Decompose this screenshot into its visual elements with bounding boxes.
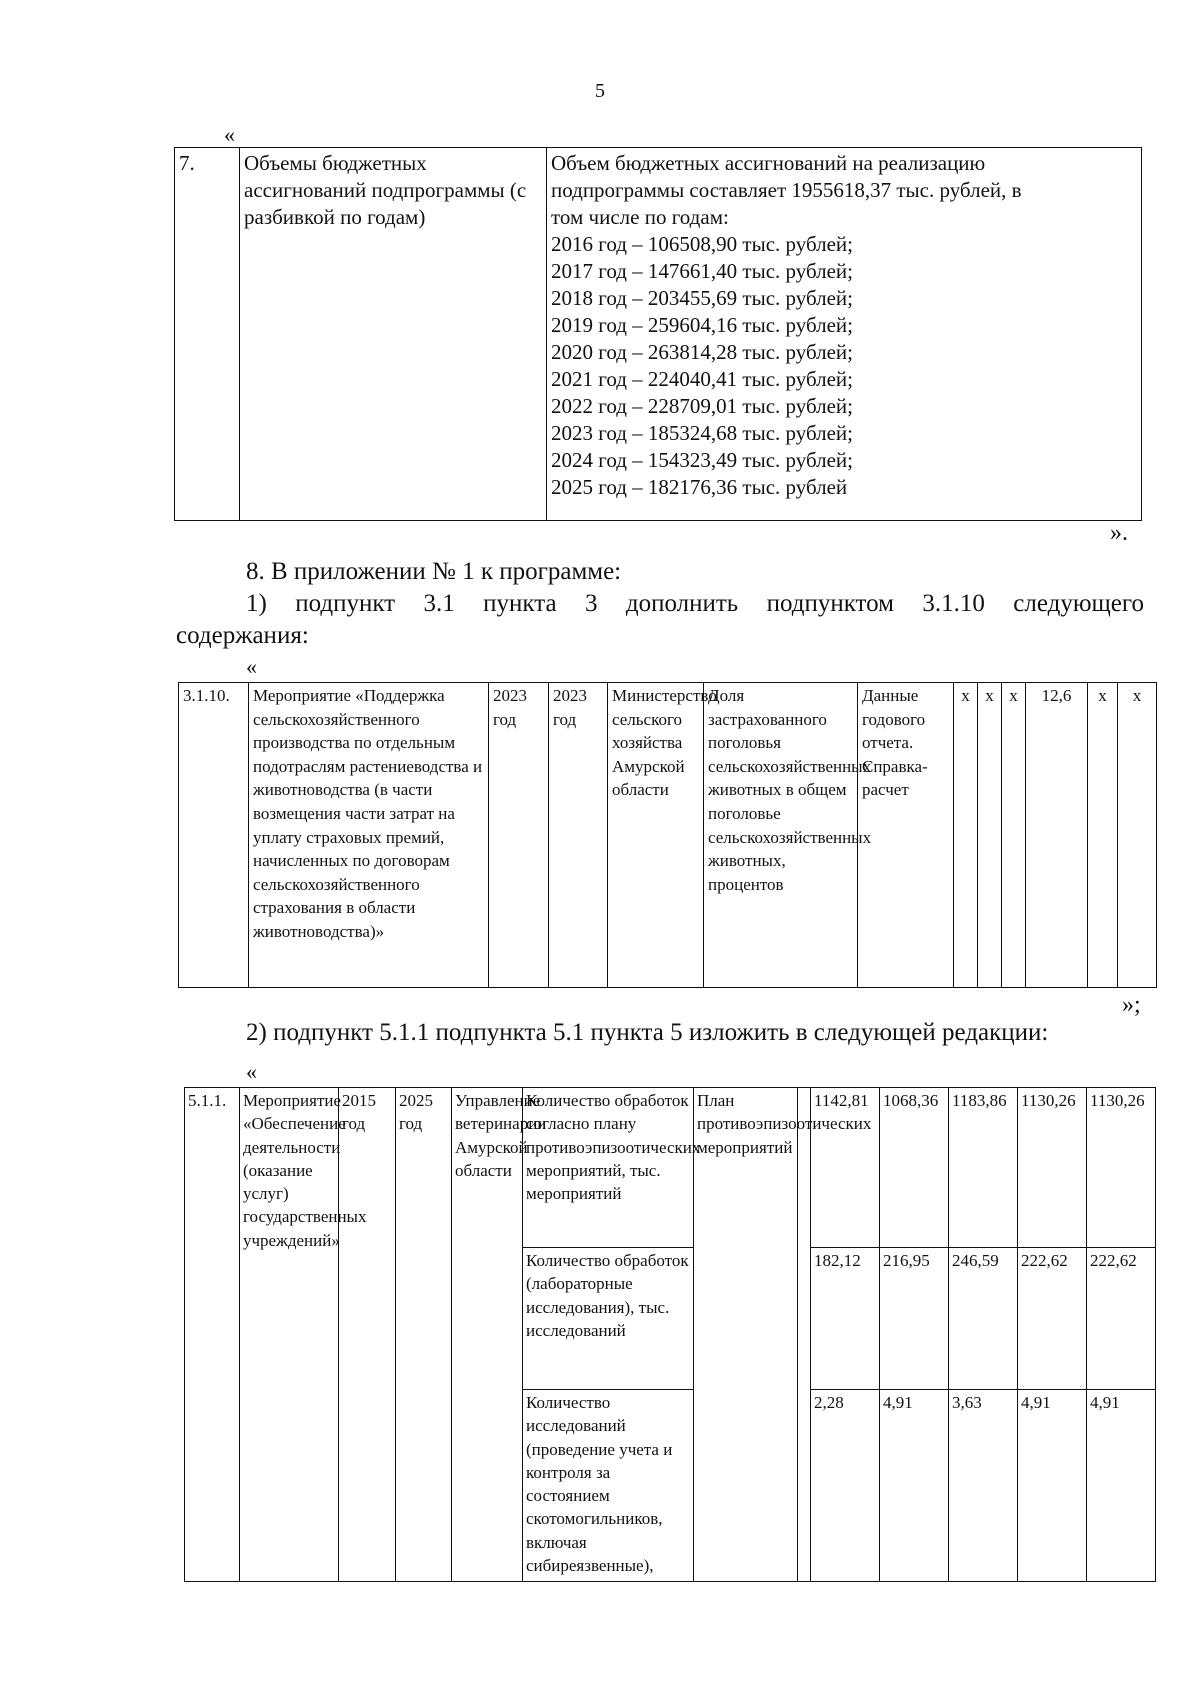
row-number: 7.: [175, 148, 240, 521]
close-quote: »;: [1122, 992, 1141, 1018]
value-cell: x: [1002, 683, 1026, 988]
value-cell: x: [1118, 683, 1157, 988]
end-year: 2025 год: [396, 1088, 452, 1582]
budget-line: 2025 год – 182176,36 тыс. рублей: [551, 475, 848, 499]
value-cell: 222,62: [1018, 1248, 1087, 1390]
spacer-cell: [798, 1248, 811, 1390]
value-cell: 12,6: [1026, 683, 1088, 988]
budget-line: 2024 год – 154323,49 тыс. рублей;: [551, 448, 854, 472]
budget-line: 2016 год – 106508,90 тыс. рублей;: [551, 232, 854, 256]
executor: Управление ветеринарии Амурской области: [452, 1088, 523, 1582]
row-number: 3.1.10.: [179, 683, 249, 988]
page-number: 5: [595, 80, 605, 102]
spacer-cell: [798, 1390, 811, 1582]
value-cell: 222,62: [1087, 1248, 1156, 1390]
value-cell: 1142,81: [811, 1088, 880, 1248]
paragraph-8-1-cont: содержания:: [176, 622, 309, 649]
budget-table: [174, 147, 1142, 521]
budget-line: 2017 год – 147661,40 тыс. рублей;: [551, 259, 854, 283]
data-source: План противоэпизоотических мероприятий: [694, 1088, 798, 1582]
measure-name: Мероприятие «Обеспечение деятельности (оказание услуг) государственных учреждений»: [240, 1088, 339, 1582]
start-year: 2023 год: [489, 683, 549, 988]
measure-3-1-10-table: [178, 682, 1157, 988]
budget-line: 2018 год – 203455,69 тыс. рублей;: [551, 286, 854, 310]
budget-details: [547, 148, 1142, 521]
open-quote: «: [246, 1059, 257, 1084]
data-source: Данные годового отчета. Справка-расчет: [858, 683, 954, 988]
budget-line: 2023 год – 185324,68 тыс. рублей;: [551, 421, 854, 445]
indicator-name: Количество обработок (лабораторные исследования), тыс. исследований: [523, 1248, 694, 1390]
row-number: 5.1.1.: [185, 1088, 240, 1582]
executor: Министерство сельского хозяйства Амурской области: [608, 683, 704, 988]
value-cell: 182,12: [811, 1248, 880, 1390]
budget-line: 2022 год – 228709,01 тыс. рублей;: [551, 394, 854, 418]
row-label: Объемы бюджетных ассигнований подпрограммы (с разбивкой по годам): [240, 148, 547, 521]
paragraph-2: 2) подпункт 5.1.1 подпункта 5.1 пункта 5 изложить в следующей редакции:: [246, 1019, 1049, 1046]
value-cell: x: [1088, 683, 1118, 988]
paragraph-8-1: 1) подпункт 3.1 пункта 3 дополнить подпунктом 3.1.10 следующего: [246, 590, 1144, 617]
budget-line: подпрограммы составляет 1955618,37 тыс. рублей, в: [551, 178, 1022, 202]
value-cell: 4,91: [1087, 1390, 1156, 1582]
budget-line: 2019 год – 259604,16 тыс. рублей;: [551, 313, 854, 337]
value-cell: 1130,26: [1087, 1088, 1156, 1248]
value-cell: 1130,26: [1018, 1088, 1087, 1248]
paragraph-8: 8. В приложении № 1 к программе:: [246, 558, 622, 585]
value-cell: 216,95: [880, 1248, 949, 1390]
measure-name: Мероприятие «Поддержка сельскохозяйственного производства по отдельным подотраслям растениеводства и животноводства (в части возмещения части затрат на уплату страховых премий, начисленных по договорам сельскохозяйственного страхования в области животноводства)»: [249, 683, 489, 988]
budget-line: Объем бюджетных ассигнований на реализацию: [551, 151, 986, 175]
budget-line: том числе по годам:: [551, 205, 729, 229]
value-cell: 4,91: [1018, 1390, 1087, 1582]
value-cell: 3,63: [949, 1390, 1018, 1582]
value-cell: x: [978, 683, 1002, 988]
value-cell: x: [954, 683, 978, 988]
budget-line: 2021 год – 224040,41 тыс. рублей;: [551, 367, 854, 391]
end-year: 2023 год: [549, 683, 608, 988]
close-quote: ».: [1110, 520, 1128, 546]
value-cell: 4,91: [880, 1390, 949, 1582]
open-quote: «: [246, 654, 257, 679]
indicator-name: Доля застрахованного поголовья сельскохозяйственных животных в общем поголовье сельскохозяйственных животных, процентов: [704, 683, 858, 988]
value-cell: 1068,36: [880, 1088, 949, 1248]
budget-line: 2020 год – 263814,28 тыс. рублей;: [551, 340, 854, 364]
indicator-name: Количество обработок согласно плану противоэпизоотических мероприятий, тыс. мероприятий: [523, 1088, 694, 1248]
measure-5-1-1-table: [184, 1087, 1156, 1582]
value-cell: 246,59: [949, 1248, 1018, 1390]
value-cell: 2,28: [811, 1390, 880, 1582]
start-year: 2015 год: [339, 1088, 396, 1582]
value-cell: 1183,86: [949, 1088, 1018, 1248]
indicator-name: Количество исследований (проведение учета и контроля за состоянием скотомогильников, включая сибиреязвенные),: [523, 1390, 694, 1582]
open-quote: «: [224, 122, 235, 147]
